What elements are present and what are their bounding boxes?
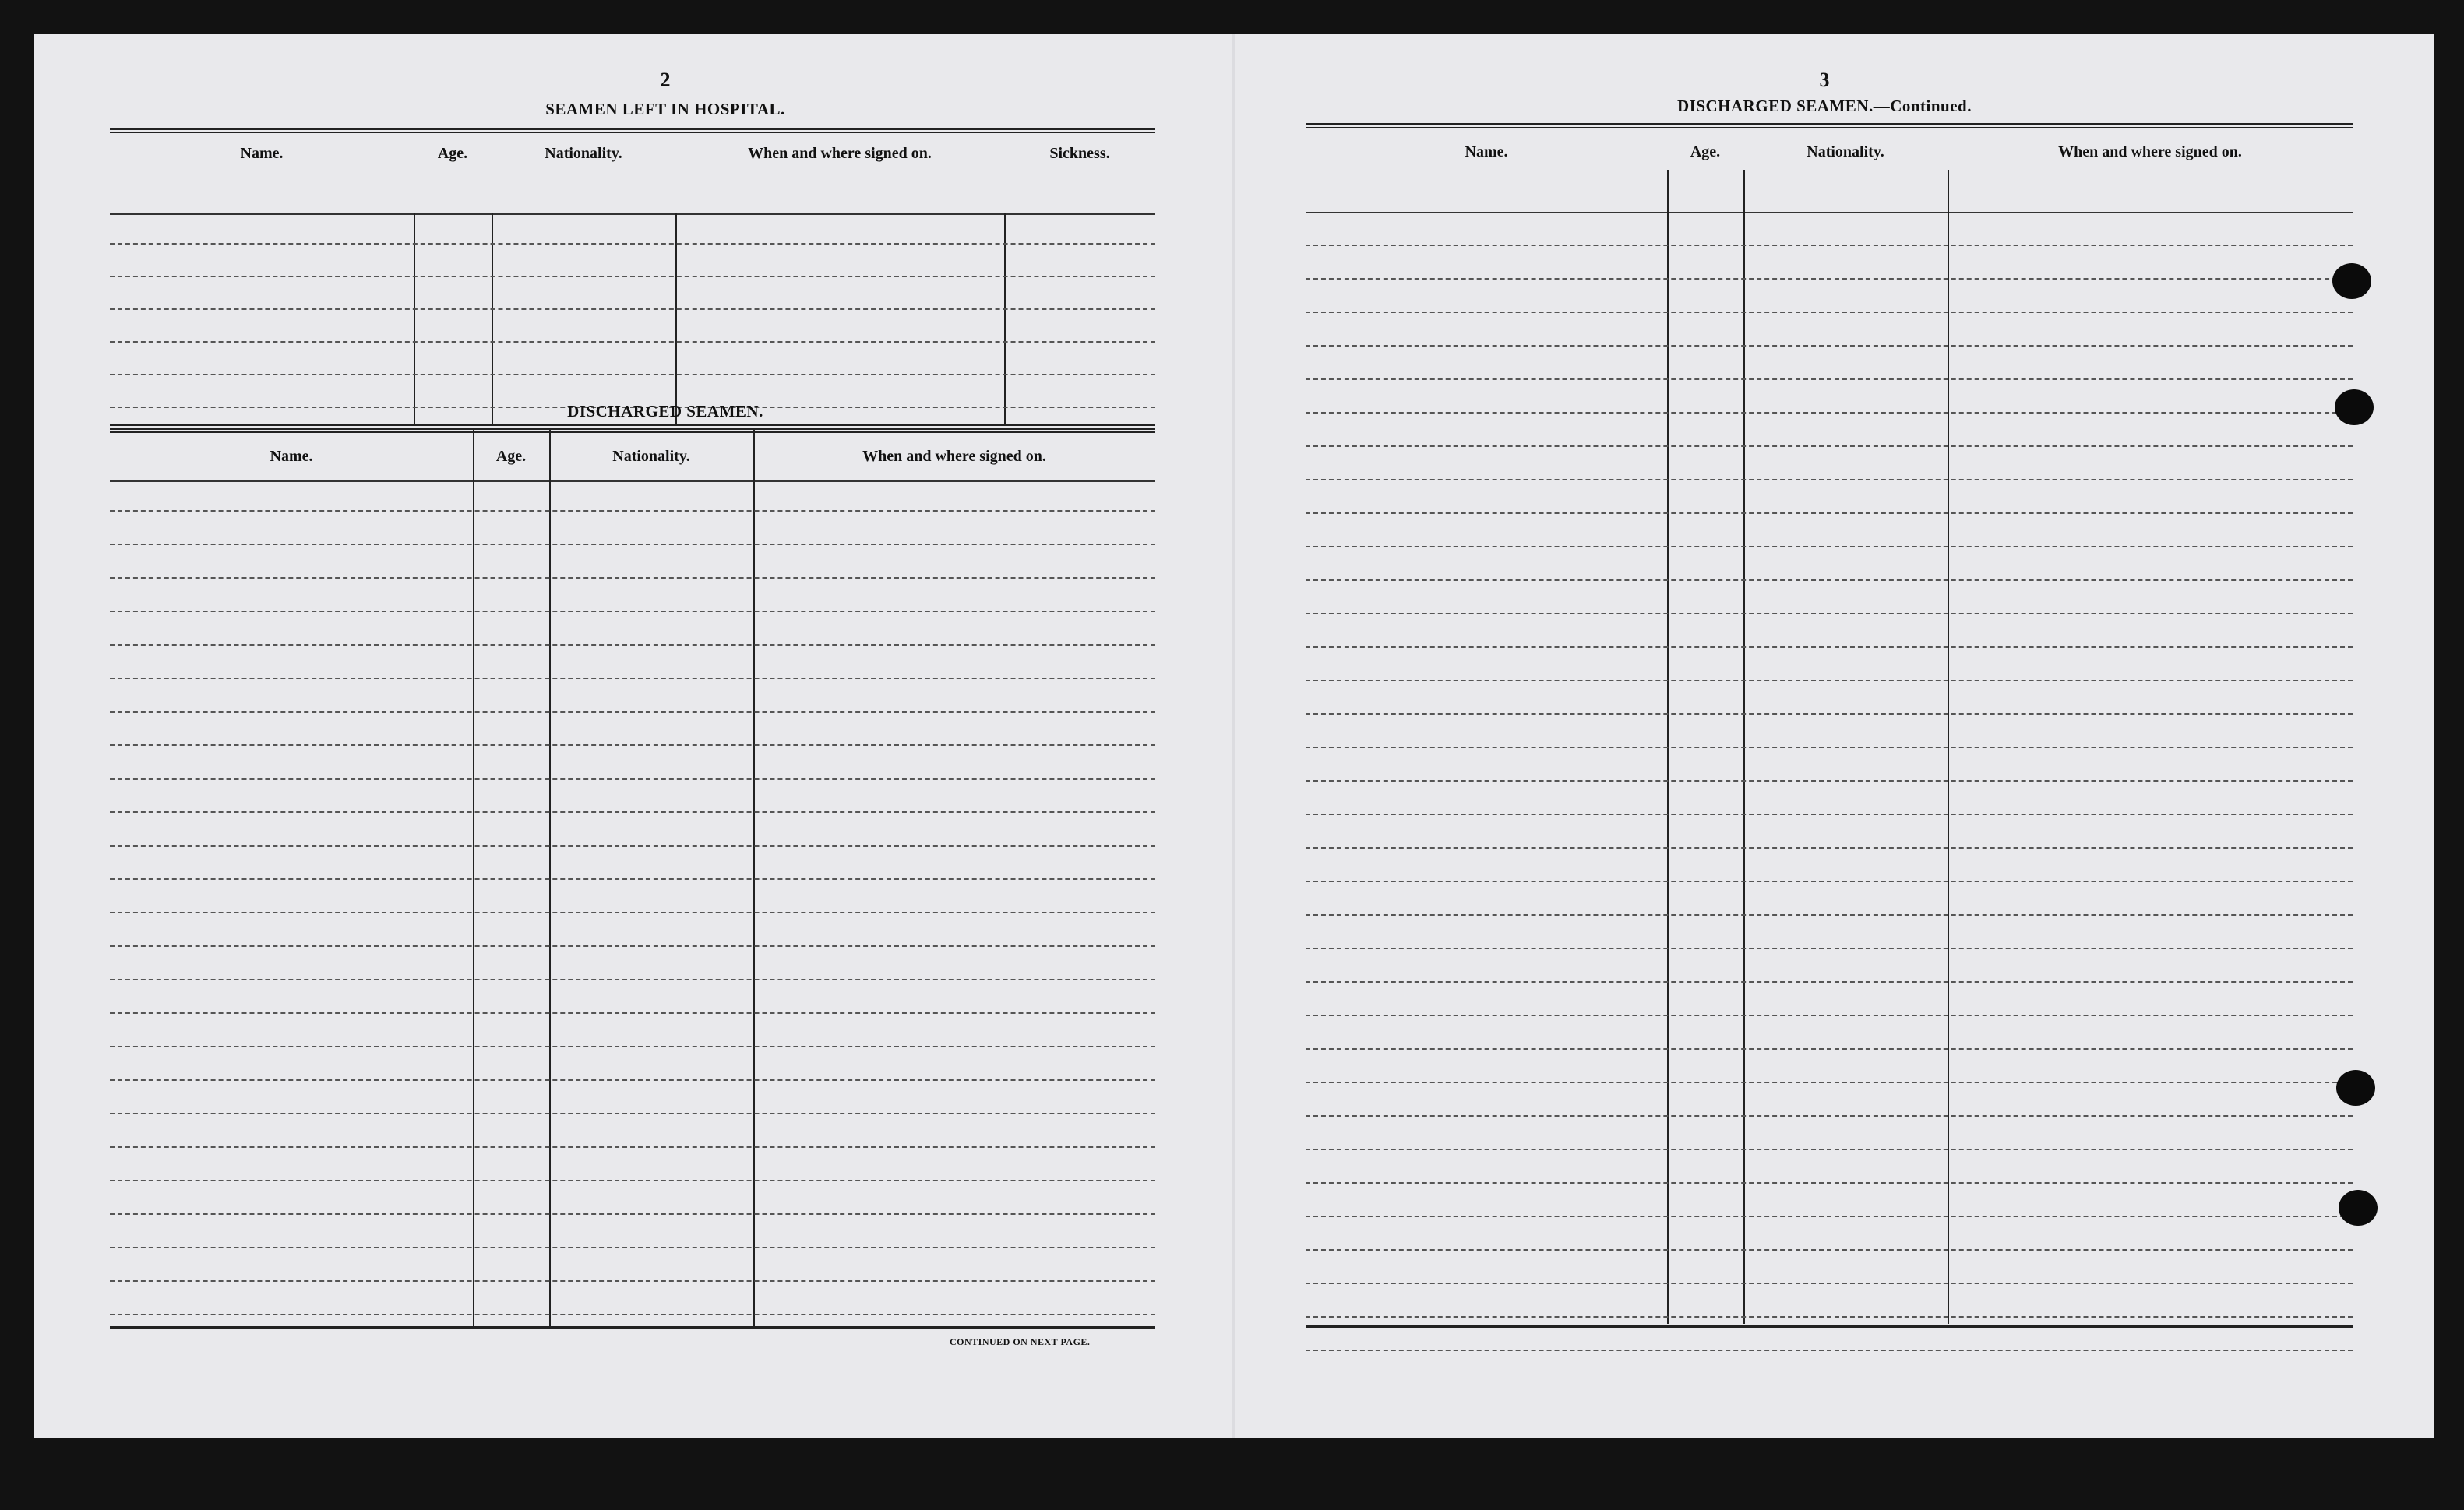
continued-col-age: Age. xyxy=(1690,143,1721,160)
ruled-row-line xyxy=(1306,345,2353,347)
hospital-col-name: Name. xyxy=(240,145,284,162)
ruled-row-line xyxy=(110,544,1155,545)
ruled-row-line xyxy=(110,1314,1155,1315)
document-sheet xyxy=(34,34,2434,1438)
ruled-row-line xyxy=(1306,780,2353,782)
ruled-row-line xyxy=(1306,814,2353,815)
hospital-bottom-rule xyxy=(110,424,1155,426)
continued-top-rule xyxy=(1306,123,2353,128)
right-page-number: 3 xyxy=(1819,69,1830,91)
ruled-row-line xyxy=(1306,747,2353,748)
punch-hole xyxy=(2336,1070,2375,1106)
punch-hole xyxy=(2335,389,2374,425)
ruled-row-line xyxy=(110,945,1155,947)
discharged-col-signed-on: When and where signed on. xyxy=(862,448,1046,465)
ruled-row-line xyxy=(1306,713,2353,715)
ruled-row-line xyxy=(110,243,1155,245)
ruled-row-line xyxy=(110,979,1155,980)
ruled-row-line xyxy=(110,1247,1155,1248)
ruled-row-line xyxy=(110,276,1155,277)
hospital-col-signed-on: When and where signed on. xyxy=(748,145,932,162)
ruled-row-line xyxy=(1306,613,2353,614)
ruled-row-line xyxy=(1306,1082,2353,1083)
discharged-table xyxy=(110,428,1155,1328)
left-page-number: 2 xyxy=(660,69,671,91)
ruled-row-line xyxy=(1306,512,2353,514)
discharged-bottom-rule xyxy=(110,1326,1155,1329)
discharged-continued-title: DISCHARGED SEAMEN.—Continued. xyxy=(1677,97,1972,115)
ruled-row-line xyxy=(1306,680,2353,681)
ruled-row-line xyxy=(1306,245,2353,246)
ruled-row-line xyxy=(110,1180,1155,1181)
ruled-row-line xyxy=(110,878,1155,880)
ruled-row-line xyxy=(1306,378,2353,380)
ruled-row-line xyxy=(110,341,1155,343)
continued-note: CONTINUED ON NEXT PAGE. xyxy=(950,1336,1091,1347)
ruled-row-line xyxy=(1306,847,2353,849)
discharged-section-title: DISCHARGED SEAMEN. xyxy=(567,402,763,421)
discharged-col-nationality: Nationality. xyxy=(612,448,690,465)
ruled-row-line xyxy=(110,611,1155,612)
ruled-row-line xyxy=(110,778,1155,780)
ruled-row-line xyxy=(1306,1316,2353,1318)
hospital-divider-2 xyxy=(492,213,493,425)
hospital-table xyxy=(110,128,1155,425)
discharged-divider-2 xyxy=(549,428,551,1328)
punch-hole xyxy=(2339,1190,2378,1226)
ruled-row-line xyxy=(1306,479,2353,480)
ruled-row-line xyxy=(1306,881,2353,882)
hospital-col-age: Age. xyxy=(437,145,468,162)
ruled-row-line xyxy=(1306,948,2353,949)
ruled-row-line xyxy=(110,1012,1155,1014)
ruled-row-line xyxy=(110,744,1155,746)
discharged-continued-table xyxy=(1306,123,2353,1330)
hospital-divider-3 xyxy=(675,213,677,425)
ruled-row-line xyxy=(110,1046,1155,1047)
ruled-row-line xyxy=(110,1113,1155,1114)
ruled-row-line xyxy=(110,1079,1155,1081)
ruled-row-line xyxy=(110,678,1155,679)
ruled-row-line xyxy=(1306,445,2353,447)
ruled-row-line xyxy=(110,1146,1155,1148)
ruled-row-line xyxy=(110,912,1155,913)
hospital-header-rule xyxy=(110,213,1155,215)
ruled-row-line xyxy=(1306,412,2353,414)
discharged-top-rule xyxy=(110,428,1155,433)
ruled-row-line xyxy=(110,811,1155,813)
ruled-row-line xyxy=(1306,1015,2353,1016)
ruled-row-line xyxy=(1306,546,2353,547)
ruled-row-line xyxy=(110,644,1155,646)
ruled-row-line xyxy=(110,1213,1155,1215)
ruled-row-line xyxy=(110,308,1155,310)
ruled-row-line xyxy=(110,577,1155,579)
ruled-row-line xyxy=(1306,312,2353,313)
ruled-row-line xyxy=(110,845,1155,847)
hospital-divider-1 xyxy=(414,213,415,425)
ruled-row-line xyxy=(110,510,1155,512)
ruled-row-line xyxy=(110,1280,1155,1282)
ruled-row-line xyxy=(1306,1115,2353,1117)
ruled-row-line xyxy=(1306,646,2353,648)
continued-header-rule xyxy=(1306,212,2353,213)
continued-col-signed-on: When and where signed on. xyxy=(2058,143,2242,160)
ruled-row-line xyxy=(1306,1048,2353,1050)
ruled-row-line xyxy=(1306,579,2353,581)
ruled-row-line xyxy=(1306,1216,2353,1217)
ruled-row-line xyxy=(1306,1350,2353,1351)
discharged-header-rule xyxy=(110,480,1155,482)
discharged-divider-3 xyxy=(753,428,755,1328)
continued-col-name: Name. xyxy=(1465,143,1508,160)
ruled-row-line xyxy=(1306,1149,2353,1150)
ruled-row-line xyxy=(1306,981,2353,983)
continued-col-nationality: Nationality. xyxy=(1807,143,1884,160)
ruled-row-line xyxy=(1306,914,2353,916)
hospital-col-sickness: Sickness. xyxy=(1049,145,1110,162)
hospital-top-rule xyxy=(110,128,1155,133)
continued-bottom-rule xyxy=(1306,1325,2353,1328)
ruled-row-line xyxy=(1306,278,2353,280)
ruled-row-line xyxy=(110,374,1155,375)
punch-hole xyxy=(2332,263,2371,299)
hospital-divider-4 xyxy=(1004,213,1006,425)
page-fold xyxy=(1232,34,1235,1438)
discharged-col-name: Name. xyxy=(270,448,313,465)
hospital-col-nationality: Nationality. xyxy=(545,145,622,162)
ruled-row-line xyxy=(1306,1249,2353,1251)
ruled-row-line xyxy=(110,711,1155,713)
hospital-section-title: SEAMEN LEFT IN HOSPITAL. xyxy=(545,100,785,118)
ruled-row-line xyxy=(1306,1283,2353,1284)
ruled-row-line xyxy=(1306,1182,2353,1184)
discharged-divider-1 xyxy=(473,428,474,1328)
discharged-col-age: Age. xyxy=(495,448,527,465)
